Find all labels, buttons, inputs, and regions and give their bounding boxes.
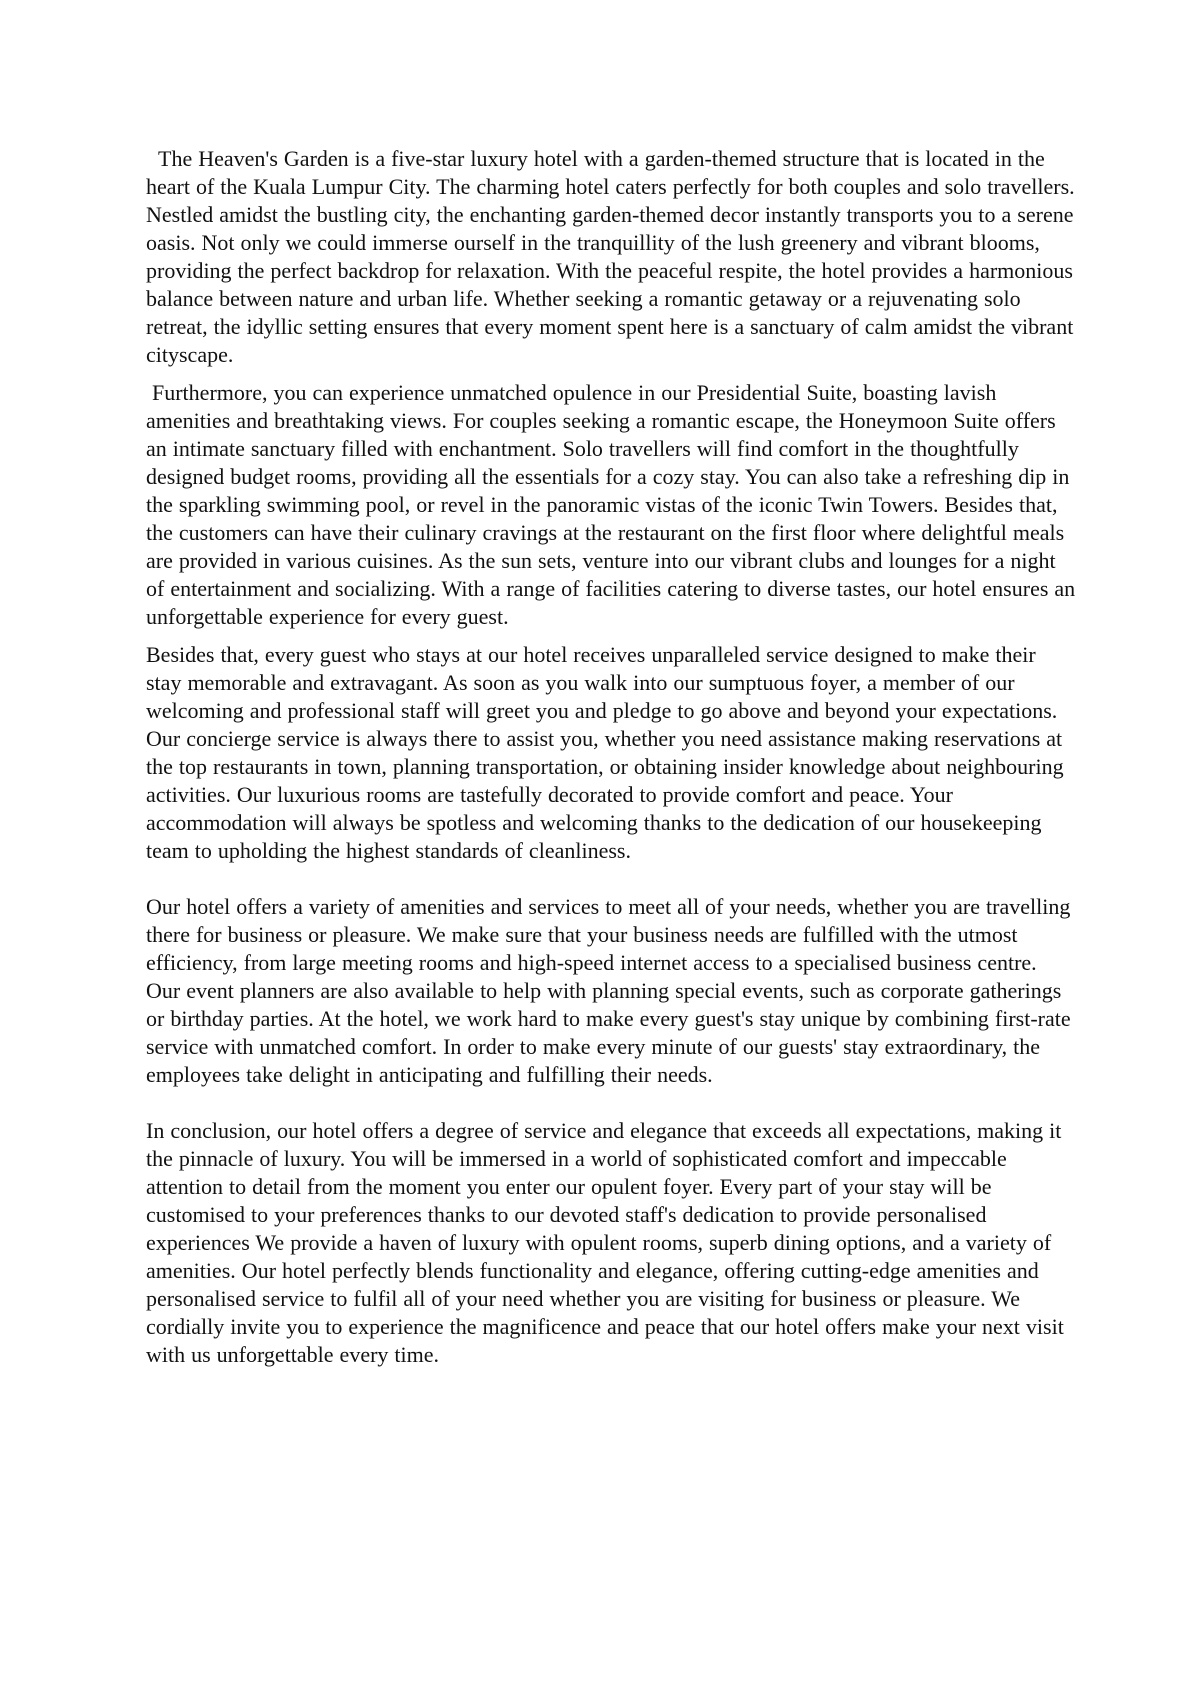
paragraph-intro: The Heaven's Garden is a five-star luxury hotel with a garden-themed structure that is located in the heart of the Kuala Lumpur City. The charming hotel caters perfectly for both couples and solo travellers. Nestled amidst the bustling city, the enchanting garden-themed decor instantly transports you to a serene oasis. Not only we could immerse ourself in the tranquillity of the lush greenery and vibrant blooms, providing the perfect backdrop for relaxation. With the peaceful respite, the hotel provides a harmonious balance between nature and urban life. Whether seeking a romantic getaway or a rejuvenating solo retreat, the idyllic setting ensures that every moment spent here is a sanctuary of calm amidst the vibrant cityscape.	[146, 146, 1075, 367]
paragraph-amenities: Our hotel offers a variety of amenities and services to meet all of your needs, whether you are travelling there for business or pleasure. We make sure that your business needs are fulfilled with the utmost efficiency, from large meeting rooms and high-speed internet access to a specialised business centre. Our event planners are also available to help with planning special events, such as corporate gatherings or birthday parties. At the hotel, we work hard to make every guest's stay unique by combining first-rate service with unmatched comfort. In order to make every minute of our guests' stay extraordinary, the employees take delight in anticipating and fulfilling their needs.	[146, 894, 1071, 1087]
document-body	[146, 145, 1076, 1369]
paragraph-conclusion: In conclusion, our hotel offers a degree of service and elegance that exceeds all expectations, making it the pinnacle of luxury. You will be immersed in a world of sophisticated comfort and impeccable attention to detail from the moment you enter our opulent foyer. Every part of your stay will be customised to your preferences thanks to our devoted staff's dedication to provide personalised experiences We provide a haven of luxury with opulent rooms, superb dining options, and a variety of amenities. Our hotel perfectly blends functionality and elegance, offering cutting-edge amenities and personalised service to fulfil all of your need whether you are visiting for business or pleasure. We cordially invite you to experience the magnificence and peace that our hotel offers make your next visit with us unforgettable every time.	[146, 1118, 1064, 1367]
paragraph-suites-facilities: Furthermore, you can experience unmatched opulence in our Presidential Suite, boasting lavish amenities and breathtaking views. For couples seeking a romantic escape, the Honeymoon Suite offers an intimate sanctuary filled with enchantment. Solo travellers will find comfort in the thoughtfully designed budget rooms, providing all the essentials for a cozy stay. You can also take a refreshing dip in the sparkling swimming pool, or revel in the panoramic vistas of the iconic Twin Towers. Besides that, the customers can have their culinary cravings at the restaurant on the first floor where delightful meals are provided in various cuisines. As the sun sets, venture into our vibrant clubs and lounges for a night of entertainment and socializing. With a range of facilities catering to diverse tastes, our hotel ensures an unforgettable experience for every guest.	[146, 380, 1076, 629]
paragraph-service: Besides that, every guest who stays at our hotel receives unparalleled service designed to make their stay memorable and extravagant. As soon as you walk into our sumptuous foyer, a member of our welcoming and professional staff will greet you and pledge to go above and beyond your expectations. Our concierge service is always there to assist you, whether you need assistance making reservations at the top restaurants in town, planning transportation, or obtaining insider knowledge about neighbouring activities. Our luxurious rooms are tastefully decorated to provide comfort and peace. Your accommodation will always be spotless and welcoming thanks to the dedication of our housekeeping team to upholding the highest standards of cleanliness.	[146, 642, 1064, 863]
